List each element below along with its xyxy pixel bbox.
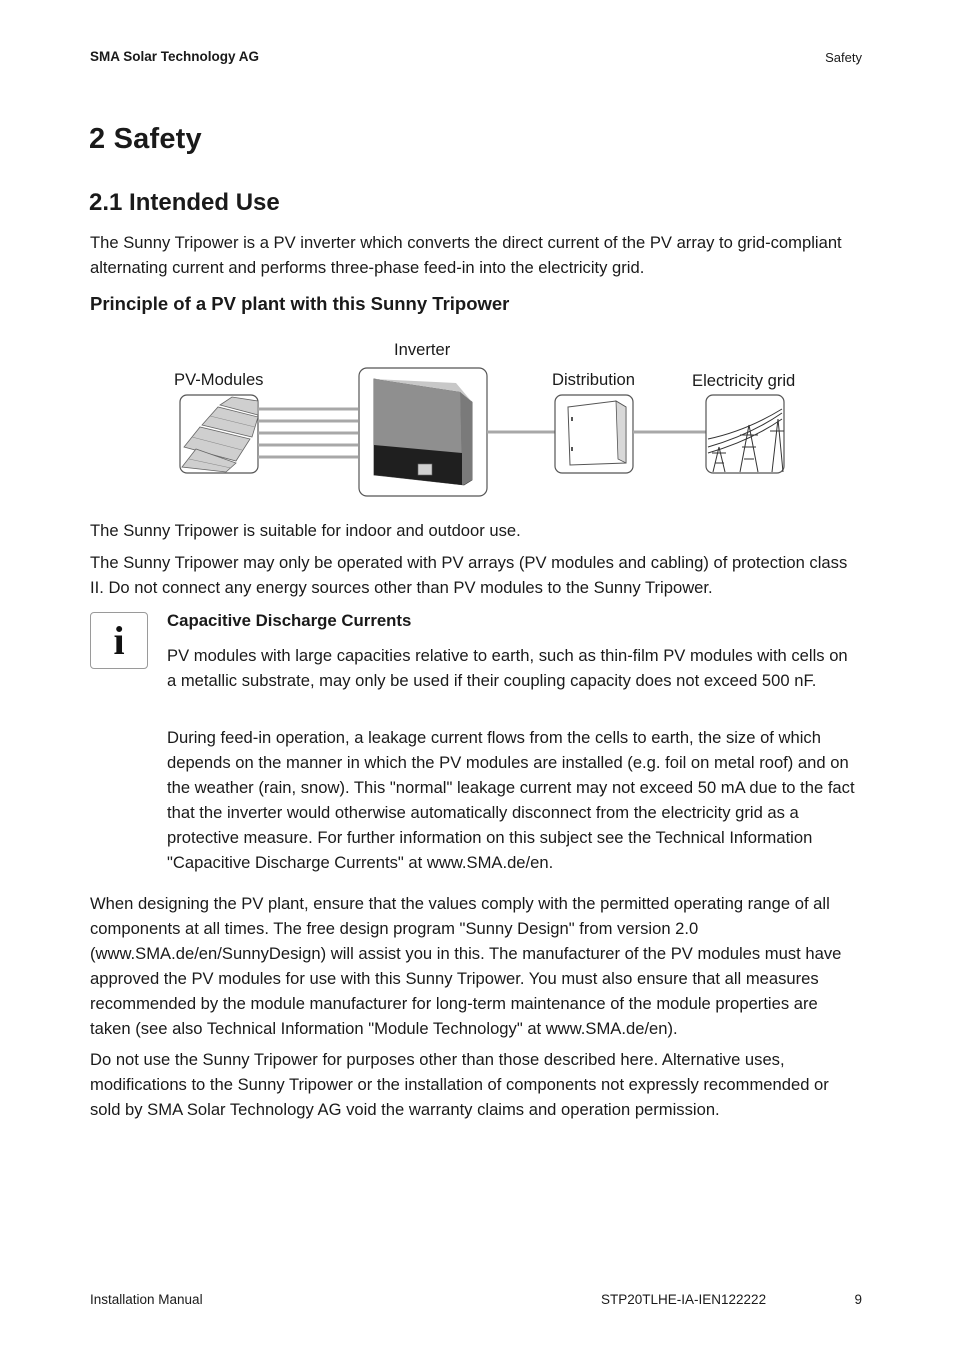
label-inverter: Inverter (394, 340, 451, 359)
info-icon (90, 612, 148, 669)
dc-cables (258, 409, 358, 457)
intro-paragraph: The Sunny Tripower is a PV inverter which converts the direct current of the PV array to grid-compliant alternating current and performs three-phase feed-in into the electricity grid. (90, 233, 842, 277)
label-electricity-grid: Electricity grid (692, 371, 796, 390)
header-section: Safety (825, 50, 862, 65)
note-text-1: PV modules with large capacities relative to earth, such as thin-film PV modules with cells on a metallic substrate, may only be used if their coupling capacity does not exceed 500 nF. (167, 646, 848, 690)
header-company: SMA Solar Technology AG (90, 49, 260, 64)
grid-icon (706, 395, 784, 473)
paragraph-design: When designing the PV plant, ensure that the values comply with the permitted operating range of all components at all times. The free design program "Sunny Design" from version 2.0 (www.SMA.de/en/SunnyDesign) will assist you in this. The manufacturer of the PV modules must have approved the PV modules for use with this Sunny Tripower. You must also ensure that all measures recommended by the module manufacturer for long-term maintenance of the module properties are taken (see also Technical Information "Module Technology" at www.SMA.de/en). (90, 894, 842, 1038)
distribution-icon (555, 395, 633, 473)
note-text-2: During feed-in operation, a leakage current flows from the cells to earth, the size of which depends on the manner in which the PV modules are installed (e.g. foil on metal roof) and on the weather (rain, snow). This "normal" leakage current may not exceed 50 mA due to the fact that the inverter would otherwise automatically disconnect from the electricity grid as a protective measure. For further information on this subject see the Technical Information "Capacitive Discharge Currents" at www.SMA.de/en. (167, 728, 855, 872)
page-title: 2 Safety (89, 123, 202, 155)
diagram-heading: Principle of a PV plant with this Sunny Tripower (90, 293, 510, 314)
label-distribution: Distribution (552, 370, 636, 389)
label-pv-modules: PV-Modules (174, 370, 264, 389)
paragraph-indoor-outdoor: The Sunny Tripower is suitable for indoor and outdoor use. (90, 521, 521, 540)
page-number: 9 (854, 1292, 862, 1307)
footer-code: STP20TLHE-IA-IEN122222 (601, 1292, 767, 1307)
paragraph-purposes: Do not use the Sunny Tripower for purposes other than those described here. Alternative uses, modifications to the Sunny Tripower or the installation of components not expressly recommended or sold by SMA Solar Technology AG void the warranty claims and operation permission. (90, 1050, 829, 1119)
paragraph-pv-arrays: The Sunny Tripower may only be operated with PV arrays (PV modules and cabling) of protection class II. Do not connect any energy sources other than PV modules to the Sunny Tripower. (90, 553, 848, 597)
section-heading: 2.1 Intended Use (89, 189, 280, 216)
diagram-graphics (160, 335, 820, 505)
info-symbol: i (113, 618, 125, 663)
pv-modules-icon (180, 395, 258, 473)
footer-manual: Installation Manual (90, 1292, 203, 1307)
pv-plant-diagram (160, 335, 820, 505)
inverter-icon (359, 368, 487, 496)
note-title: Capacitive Discharge Currents (167, 611, 412, 630)
